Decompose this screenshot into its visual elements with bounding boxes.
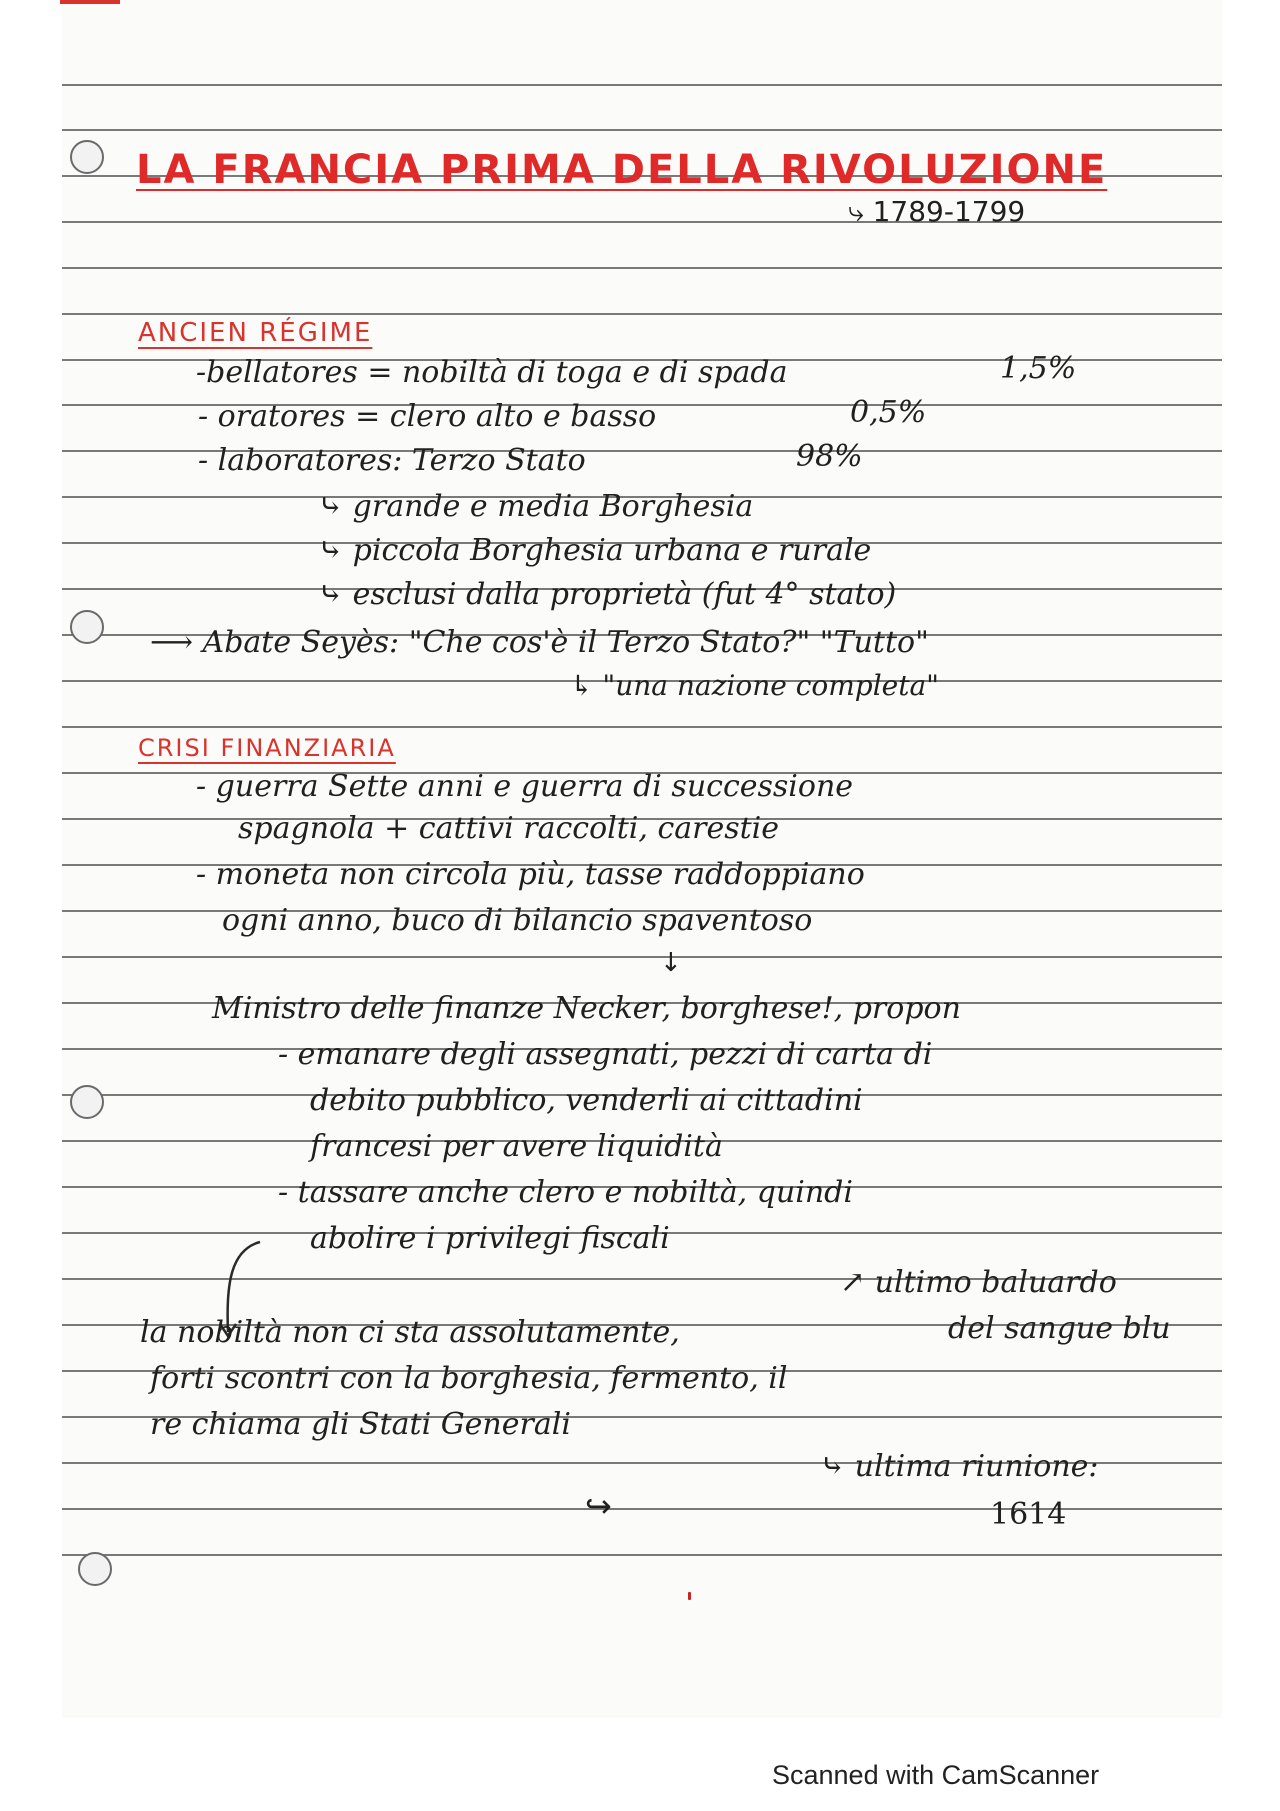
note-line: ogni anno, buco di bilancio spaventoso: [222, 903, 813, 938]
note-line: - tassare anche clero e nobiltà, quindi: [278, 1175, 853, 1210]
note-line: - guerra Sette anni e guerra di successione: [196, 769, 854, 804]
punch-hole: [78, 1552, 112, 1586]
section-heading-crisi-finanziaria: CRISI FINANZIARIA: [138, 734, 396, 762]
ink-dot: [688, 1592, 691, 1600]
note-line: forti scontri con la borghesia, fermento, il: [150, 1361, 788, 1396]
note-line: ⤷ grande e media Borghesia: [318, 489, 754, 524]
ruled-line: [62, 84, 1222, 86]
note-line: del sangue blu: [948, 1311, 1171, 1346]
punch-hole: [70, 610, 104, 644]
page-title: LA FRANCIA PRIMA DELLA RIVOLUZIONE: [136, 147, 1108, 193]
note-line: ⤷ piccola Borghesia urbana e rurale: [318, 533, 872, 568]
ruled-line: [62, 726, 1222, 728]
note-line: - oratores = clero alto e basso: [198, 399, 657, 434]
ruled-line: [62, 956, 1222, 958]
down-arrow-icon: ↓: [660, 948, 682, 978]
note-line: - emanare degli assegnati, pezzi di carta di: [278, 1037, 933, 1072]
note-line: Ministro delle finanze Necker, borghese!, propon: [212, 991, 961, 1026]
note-value: 98%: [796, 439, 863, 474]
note-line: francesi per avere liquidità: [310, 1129, 723, 1164]
punch-hole: [70, 140, 104, 174]
hook-arrow-icon: ↪: [585, 1487, 612, 1525]
note-value: 1614: [990, 1497, 1067, 1532]
ruled-line: [62, 267, 1222, 269]
note-line: debito pubblico, venderli ai cittadini: [310, 1083, 863, 1118]
note-value: 0,5%: [850, 395, 927, 430]
ruled-line: [62, 221, 1222, 223]
section-heading-ancien-regime: ANCIEN RÉGIME: [138, 318, 373, 348]
note-line: la nobiltà non ci sta assolutamente,: [140, 1315, 680, 1350]
punch-hole: [70, 1085, 104, 1119]
note-line: - laboratores: Terzo Stato: [198, 443, 586, 478]
note-line: ⤷ esclusi dalla proprietà (fut 4° stato): [318, 577, 897, 612]
note-line: ↳ "una nazione completa": [570, 669, 940, 702]
note-value: 1,5%: [1000, 351, 1077, 386]
note-line: -bellatores = nobiltà di toga e di spada: [196, 355, 788, 390]
ruled-line: [62, 313, 1222, 315]
date-range: ⤷ 1789-1799: [848, 195, 1026, 228]
note-line: - moneta non circola più, tasse raddoppiano: [196, 857, 865, 892]
note-line: ⤷ ultima riunione:: [820, 1449, 1099, 1484]
ruled-line: [62, 129, 1222, 131]
note-line: ⟶ Abate Seyès: "Che cos'è il Terzo Stato?" "Tutto": [150, 625, 929, 660]
ruled-line: [62, 1554, 1222, 1556]
note-line: re chiama gli Stati Generali: [150, 1407, 571, 1442]
scanner-watermark: Scanned with CamScanner: [772, 1760, 1100, 1790]
note-line: abolire i privilegi fiscali: [310, 1221, 670, 1256]
note-line: ↗ ultimo baluardo: [840, 1265, 1117, 1300]
red-edge-mark: [60, 0, 120, 4]
note-line: spagnola + cattivi raccolti, carestie: [238, 811, 780, 846]
